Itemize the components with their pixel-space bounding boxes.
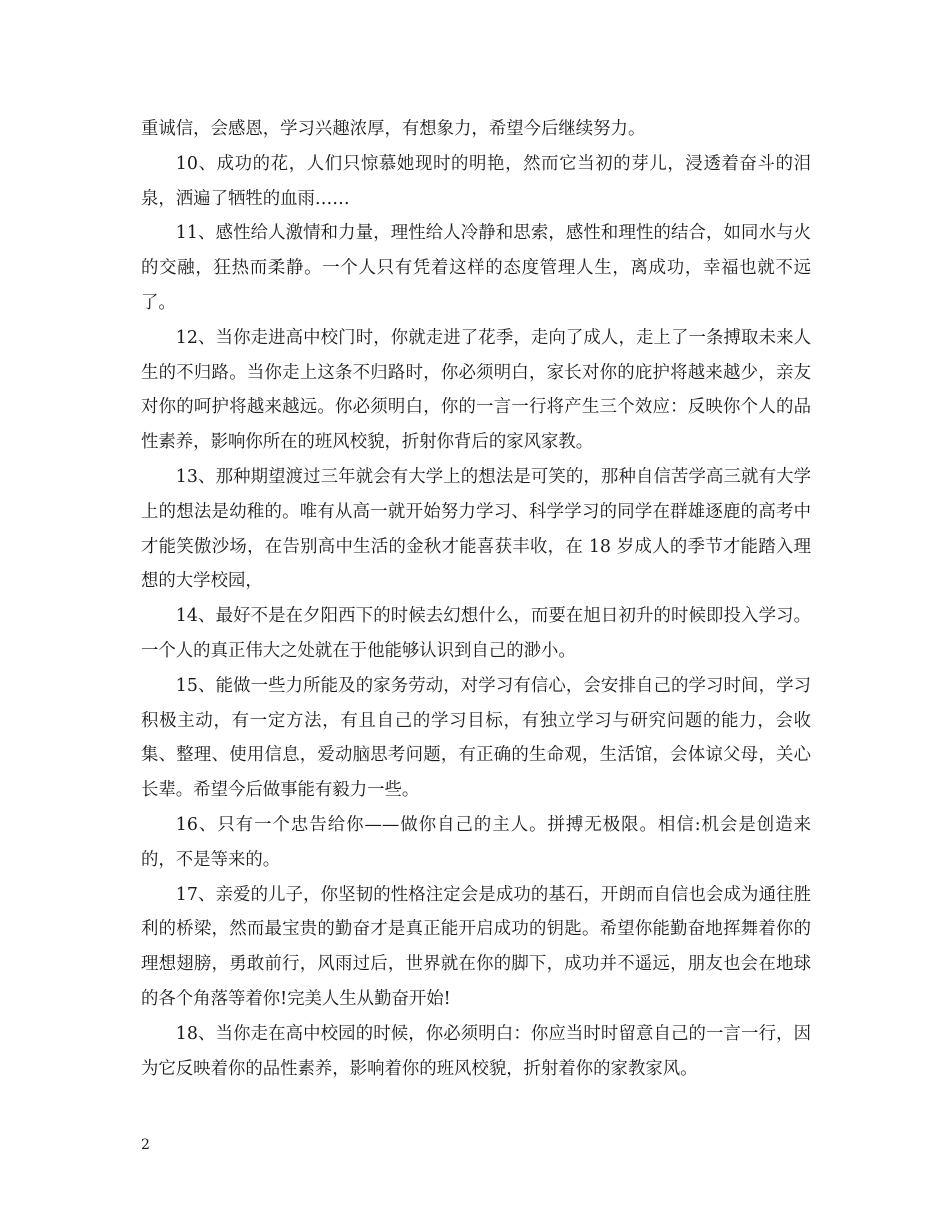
paragraph-continuation: 重诚信，会感恩，学习兴趣浓厚，有想象力，希望今后继续努力。 (141, 119, 646, 139)
paragraph-item-12: 12、当你走进高中校门时，你就走进了花季，走向了成人，走上了一条搏取未来人生的不归路。当你走上这条不归路时，你必须明白，家长对你的庇护将越来越少，亲友对你的呵护将越来越远。你必须明白，你的一言一行将产生三个效应：反映你个人的品性素养，影响你所在的班风校貌，折射你背后的家风家教。 (141, 327, 811, 453)
paragraph-item-18: 18、当你走在高中校园的时候，你必须明白：你应当时时留意自己的一言一行，因为它反映着你的品性素养，影响着你的班风校貌，折射着你的家教家风。 (141, 1023, 811, 1079)
page-number: 2 (141, 1137, 150, 1153)
document-body (141, 112, 811, 1086)
paragraph-item-10: 10、成功的花，人们只惊慕她现时的明艳，然而它当初的芽儿，浸透着奋斗的泪泉，洒遍了牺牲的血雨…… (141, 153, 811, 209)
paragraph-item-17: 17、亲爱的儿子，你坚韧的性格注定会是成功的基石，开朗而自信也会成为通往胜利的桥梁，然而最宝贵的勤奋才是真正能开启成功的钥匙。希望你能勤奋地挥舞着你的理想翅膀，勇敢前行，风雨过后，世界就在你的脚下，成功并不遥远，朋友也会在地球的各个角落等着你!完美人生从勤奋开始! (141, 884, 811, 1009)
paragraph-item-15: 15、能做一些力所能及的家务劳动，对学习有信心，会安排自己的学习时间，学习积极主动，有一定方法，有且自己的学习目标，有独立学习与研究问题的能力，会收集、整理、使用信息，爱动脑思考问题，有正确的生命观，生活馆，会体谅父母，关心长辈。希望今后做事能有毅力一些。 (141, 675, 811, 801)
paragraph-item-14: 14、最好不是在夕阳西下的时候去幻想什么，而要在旭日初升的时候即投入学习。一个人的真正伟大之处就在于他能够认识到自己的渺小。 (141, 606, 811, 661)
paragraph-item-16: 16、只有一个忠告给你——做你自己的主人。拼搏无极限。相信:机会是创造来的，不是等来的。 (141, 814, 811, 870)
paragraph-item-11: 11、感性给人激情和力量，理性给人冷静和思索，感性和理性的结合，如同水与火的交融，狂热而柔静。一个人只有凭着这样的态度管理人生，离成功，幸福也就不远了。 (141, 223, 811, 313)
paragraph-item-13: 13、那种期望渡过三年就会有大学上的想法是可笑的，那种自信苦学高三就有大学上的想法是幼稚的。唯有从高一就开始努力学习、科学学习的同学在群雄逐鹿的高考中才能笑傲沙场，在告别高中生活的金秋才能喜获丰收，在 18 岁成人的季节才能踏入理想的大学校园， (141, 466, 811, 592)
